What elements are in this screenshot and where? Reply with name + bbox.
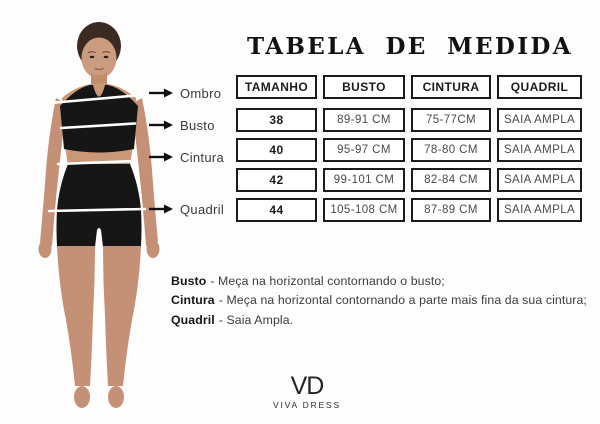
annotation-quadril [149, 200, 224, 218]
instruction-text: - Meça na horizontal contornando a parte mais fina da sua cintura; [218, 293, 587, 308]
header-cell-busto: BUSTO [323, 75, 405, 99]
cell-busto-40: 95-97 CM [323, 138, 405, 162]
cell-busto-38: 89-91 CM [323, 108, 405, 132]
size-table [236, 75, 584, 222]
cell-quadril-38: SAIA AMPLA [497, 108, 582, 132]
cell-cintura-44: 87-89 CM [411, 198, 491, 222]
instruction-term: Quadril [171, 312, 215, 327]
cell-busto-42: 99-101 CM [323, 168, 405, 192]
measure-label-quadril: Quadril [180, 201, 225, 217]
instruction-text: - Saia Ampla. [218, 312, 294, 327]
page-title: TABELA DE MEDIDA [246, 33, 574, 60]
cell-size-42: 42 [236, 168, 317, 192]
instruction-cintura [171, 291, 600, 310]
brand-name: VIVA DRESS [273, 400, 341, 410]
cell-cintura-42: 82-84 CM [411, 168, 491, 192]
instruction-term: Cintura [171, 293, 215, 308]
brand-logo [268, 373, 346, 410]
annotation-ombro [149, 84, 221, 102]
cell-quadril-40: SAIA AMPLA [497, 138, 582, 162]
measure-label-busto: Busto [180, 117, 215, 133]
instruction-term: Busto [171, 274, 207, 288]
arrow-right-icon [149, 88, 173, 98]
header-cell-tamanho: TAMANHO [236, 75, 317, 99]
instruction-text: - Meça na horizontal contornando o busto; [210, 274, 445, 288]
cell-size-44: 44 [236, 198, 317, 222]
measure-label-cintura: Cintura [180, 149, 225, 165]
model-figure [39, 22, 160, 408]
annotation-cintura [149, 148, 224, 166]
arrow-right-icon [149, 204, 173, 214]
annotation-busto [149, 116, 215, 134]
header-cell-cintura: CINTURA [411, 75, 491, 99]
header-cell-quadril: QUADRIL [497, 75, 582, 99]
cell-busto-44: 105-108 CM [323, 198, 405, 222]
instruction-quadril [171, 311, 600, 330]
cell-quadril-42: SAIA AMPLA [497, 168, 582, 192]
arrow-right-icon [149, 152, 173, 162]
cell-size-38: 38 [236, 108, 317, 132]
size-table-body [236, 108, 584, 222]
instruction-busto [171, 272, 600, 291]
cell-cintura-40: 78-80 CM [411, 138, 491, 162]
cell-size-40: 40 [236, 138, 317, 162]
cell-cintura-38: 75-77CM [411, 108, 491, 132]
measure-label-ombro: Ombro [180, 85, 222, 101]
size-table-header-row [236, 75, 584, 99]
cell-quadril-44: SAIA AMPLA [497, 198, 582, 222]
arrow-right-icon [149, 120, 173, 130]
brand-monogram: VD [290, 372, 324, 400]
measuring-instructions [171, 272, 600, 330]
